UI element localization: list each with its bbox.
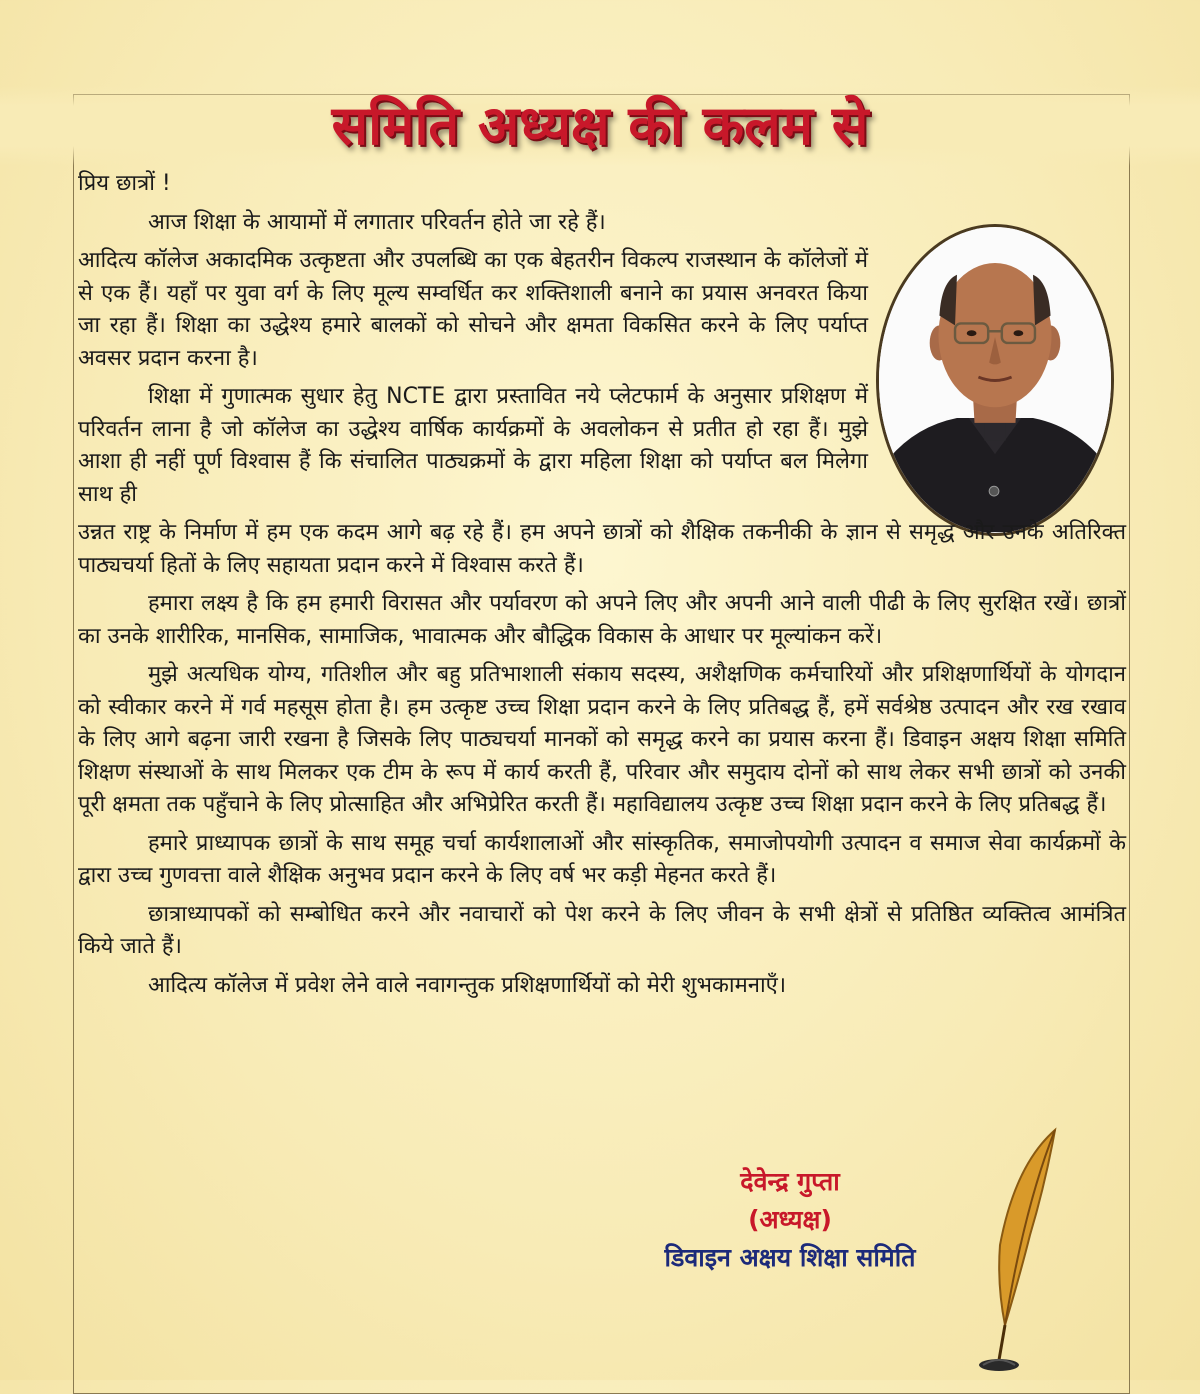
letter-paragraph: हमारा लक्ष्य है कि हम हमारी विरासत और पर्यावरण को अपने लिए और अपनी आने वाली पीढी के लिए सुरक्षित रखें। छात्रों का उनके शारीरिक, मानसिक, सामाजिक, भावात्मक और बौद्धिक विकास के आधार पर मूल्यांकन करें। [78,591,1126,649]
letter-paragraph: आज शिक्षा के आयामों में लगातार परिवर्तन होते जा रहे हैं। [148,209,606,235]
letter-paragraph: हमारे प्राध्यापक छात्रों के साथ समूह चर्चा कार्यशालाओं और सांस्कृतिक, समाजोपयोगी उत्पादन व समाज सेवा कार्यक्रमों के द्वारा उच्च गुणवत्ता वाले शैक्षिक अनुभव प्रदान करने के लिए वर्ष भर कड़ी मेहनत करते हैं। [78,830,1126,888]
letter-body [78,168,1126,1008]
letter-paragraph: आदित्य कॉलेज में प्रवेश लेने वाले नवागन्तुक प्रशिक्षणार्थियों को मेरी शुभकामनाएँ। [148,972,787,998]
signature-role: (अध्यक्ष) [748,1205,832,1234]
letter-paragraph: आदित्य कॉलेज अकादमिक उत्कृष्टता और उपलब्धि का एक बेहतरीन विकल्प राजस्थान के कॉलेजों में से एक हैं। यहाँ पर युवा वर्ग के लिए मूल्य सम्वर्धित कर शक्तिशाली बनाने का प्रयास अनवरत किया जा रहा हैं। शिक्षा का उद्धेश्य हमारे बालकों को सोचने और क्षमता विकसित करने के लिए पर्याप्त अवसर प्रदान करना है। [78,248,868,371]
quill-pen-icon [975,1125,1065,1375]
page-title: समिति अध्यक्ष की कलम से [0,86,1200,166]
letter-paragraph: शिक्षा में गुणात्मक सुधार हेतु NCTE द्वारा प्रस्तावित नये प्लेटफार्म के अनुसार प्रशिक्षण में परिवर्तन लाना है जो कॉलेज का उद्धेश्य वार्षिक कार्यक्रमों के अवलोकन से प्रतीत हो रहा हैं। मुझे आशा ही नहीं पूर्ण विश्वास हैं कि संचालित पाठ्यक्रमों के द्वारा महिला शिक्षा को पर्याप्त बल मिलेगा साथ ही [78,384,868,507]
letter-paragraph: मुझे अत्यधिक योग्य, गतिशील और बहु प्रतिभाशाली संकाय सदस्य, अशैक्षणिक कर्मचारियों और प्रशिक्षणार्थियों के योगदान को स्वीकार करने में गर्व महसूस होता है। हम उत्कृष्ट उच्च शिक्षा प्रदान करने के लिए प्रतिबद्ध हैं, हमें सर्वश्रेष्ठ उत्पादन और रख रखाव के लिए आगे बढ़ना जारी रखना है जिसके लिए पाठ्यचर्या मानकों को समृद्ध करने का प्रयास करना हैं। डिवाइन अक्षय शिक्षा समिति शिक्षण संस्थाओं के साथ मिलकर एक टीम के रूप में कार्य करती हैं, परिवार और समुदाय दोनों को साथ लेकर सभी छात्रों को उनकी पूरी क्षमता तक पहुँचाने के लिए प्रोत्साहित और अभिप्रेरित करती हैं। महाविद्यालय उत्कृष्ट उच्च शिक्षा प्रदान करने के लिए प्रतिबद्ध हैं। [78,662,1126,817]
signature-block [580,1163,1000,1277]
signature-name: देवेन्द्र गुप्ता [740,1167,840,1196]
signature-organization: डिवाइन अक्षय शिक्षा समिति [664,1243,916,1272]
letter-paragraph: छात्राध्यापकों को सम्बोधित करने और नवाचारों को पेश करने के लिए जीवन के सभी क्षेत्रों से प्रतिष्ठित व्यक्तित्व आमंत्रित किये जाते हैं। [78,901,1126,959]
salutation: प्रिय छात्रों ! [78,171,171,196]
letter-paragraph: उन्नत राष्ट्र के निर्माण में हम एक कदम आगे बढ़ रहे हैं। हम अपने छात्रों को शैक्षिक तकनीकी के ज्ञान से समृद्ध और उनके अतिरिक्त पाठ्यचर्या हितों के लिए सहायता प्रदान करने में विश्वास करते हैं। [78,520,1126,578]
